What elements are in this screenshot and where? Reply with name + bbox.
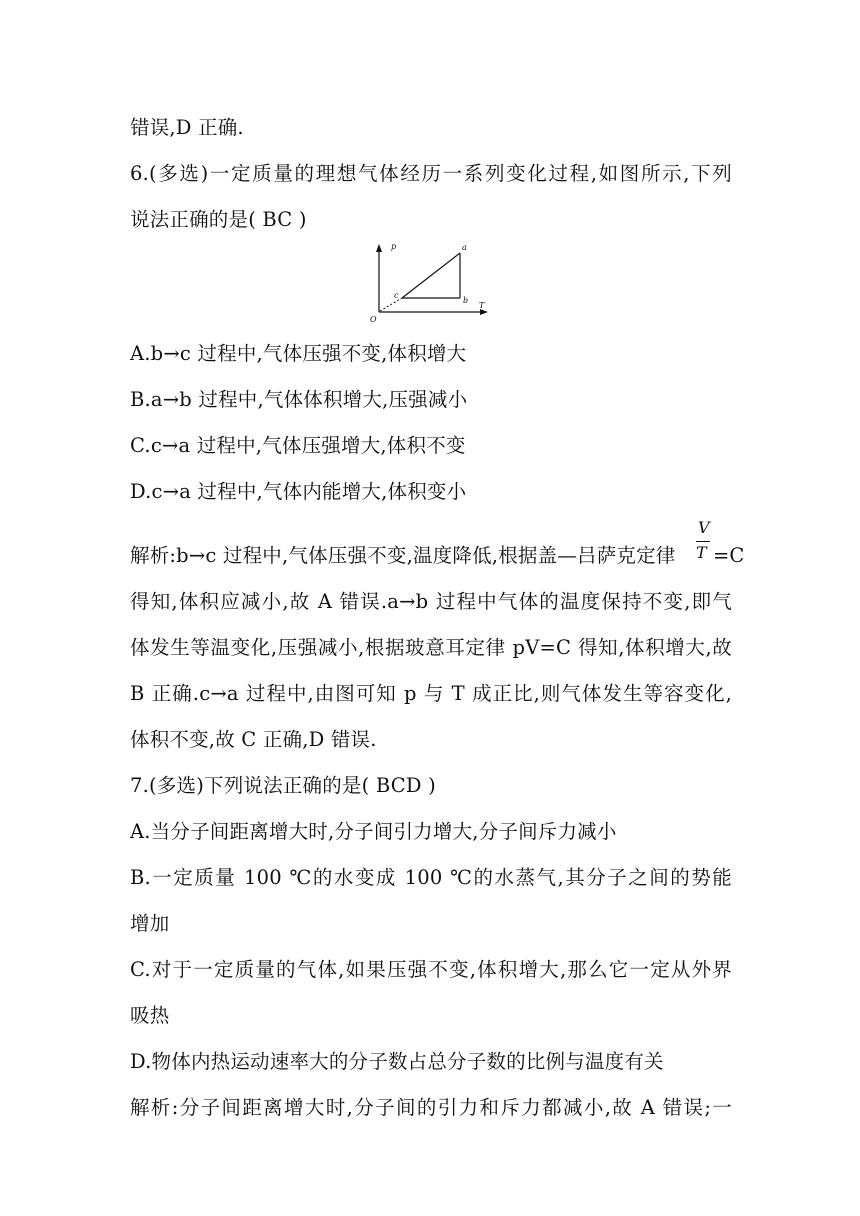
analysis-line: 解析:b→c 过程中,气体压强不变,温度降低,根据盖—吕萨克定律 xyxy=(130,544,676,567)
option-d: D.c→a 过程中,气体内能增大,体积变小 xyxy=(130,480,467,503)
point-b-label: b xyxy=(463,296,469,305)
equation-rhs: =C xyxy=(713,544,745,567)
analysis-line: 解析:分子间距离增大时,分子间的引力和斥力都减小,故 A 错误;一 xyxy=(130,1096,732,1119)
option-c: C.对于一定质量的气体,如果压强不变,体积增大,那么它一定从外界 xyxy=(130,958,732,981)
question-6-stem: 6.(多选)一定质量的理想气体经历一系列变化过程,如图所示,下列 xyxy=(130,162,732,185)
point-a-label: a xyxy=(462,243,467,252)
analysis-line: 体积不变,故 C 正确,D 错误. xyxy=(130,728,377,751)
option-d: D.物体内热运动速率大的分子数占总分子数的比例与温度有关 xyxy=(130,1050,664,1073)
t-axis-label: T xyxy=(479,301,485,310)
option-b: B.a→b 过程中,气体体积增大,压强减小 xyxy=(130,388,468,411)
analysis-line: 体发生等温变化,压强减小,根据玻意耳定律 pV=C 得知,体积增大,故 xyxy=(130,636,732,659)
fraction-denominator: T xyxy=(696,543,707,562)
fraction-bar xyxy=(696,541,710,542)
p-axis-arrow-icon xyxy=(376,244,382,252)
text-line: 错误,D 正确. xyxy=(130,116,244,139)
option-a: A.b→c 过程中,气体压强不变,体积增大 xyxy=(130,342,467,365)
p-t-diagram xyxy=(366,238,492,324)
option-b: B.一定质量 100 ℃的水变成 100 ℃的水蒸气,其分子之间的势能 xyxy=(130,866,732,889)
analysis-line: 得知,体积应减小,故 A 错误.a→b 过程中气体的温度保持不变,即气 xyxy=(130,590,732,613)
option-c: C.c→a 过程中,气体压强增大,体积不变 xyxy=(130,434,466,457)
question-7-stem: 7.(多选)下列说法正确的是( BCD ) xyxy=(130,774,436,797)
analysis-line: B 正确.c→a 过程中,由图可知 p 与 T 成正比,则气体发生等容变化, xyxy=(130,682,732,705)
origin-label: O xyxy=(370,315,377,324)
fraction-numerator: V xyxy=(698,518,710,537)
segment-c-a xyxy=(402,253,460,298)
p-axis-label: p xyxy=(391,242,397,251)
dashed-extension xyxy=(380,298,402,311)
option-b-continued: 增加 xyxy=(130,912,170,935)
point-c-label: c xyxy=(394,291,399,300)
option-a: A.当分子间距离增大时,分子间引力增大,分子间斥力减小 xyxy=(130,820,617,843)
option-c-continued: 吸热 xyxy=(130,1004,170,1027)
question-6-stem-answer: 说法正确的是( BC ) xyxy=(130,208,307,231)
